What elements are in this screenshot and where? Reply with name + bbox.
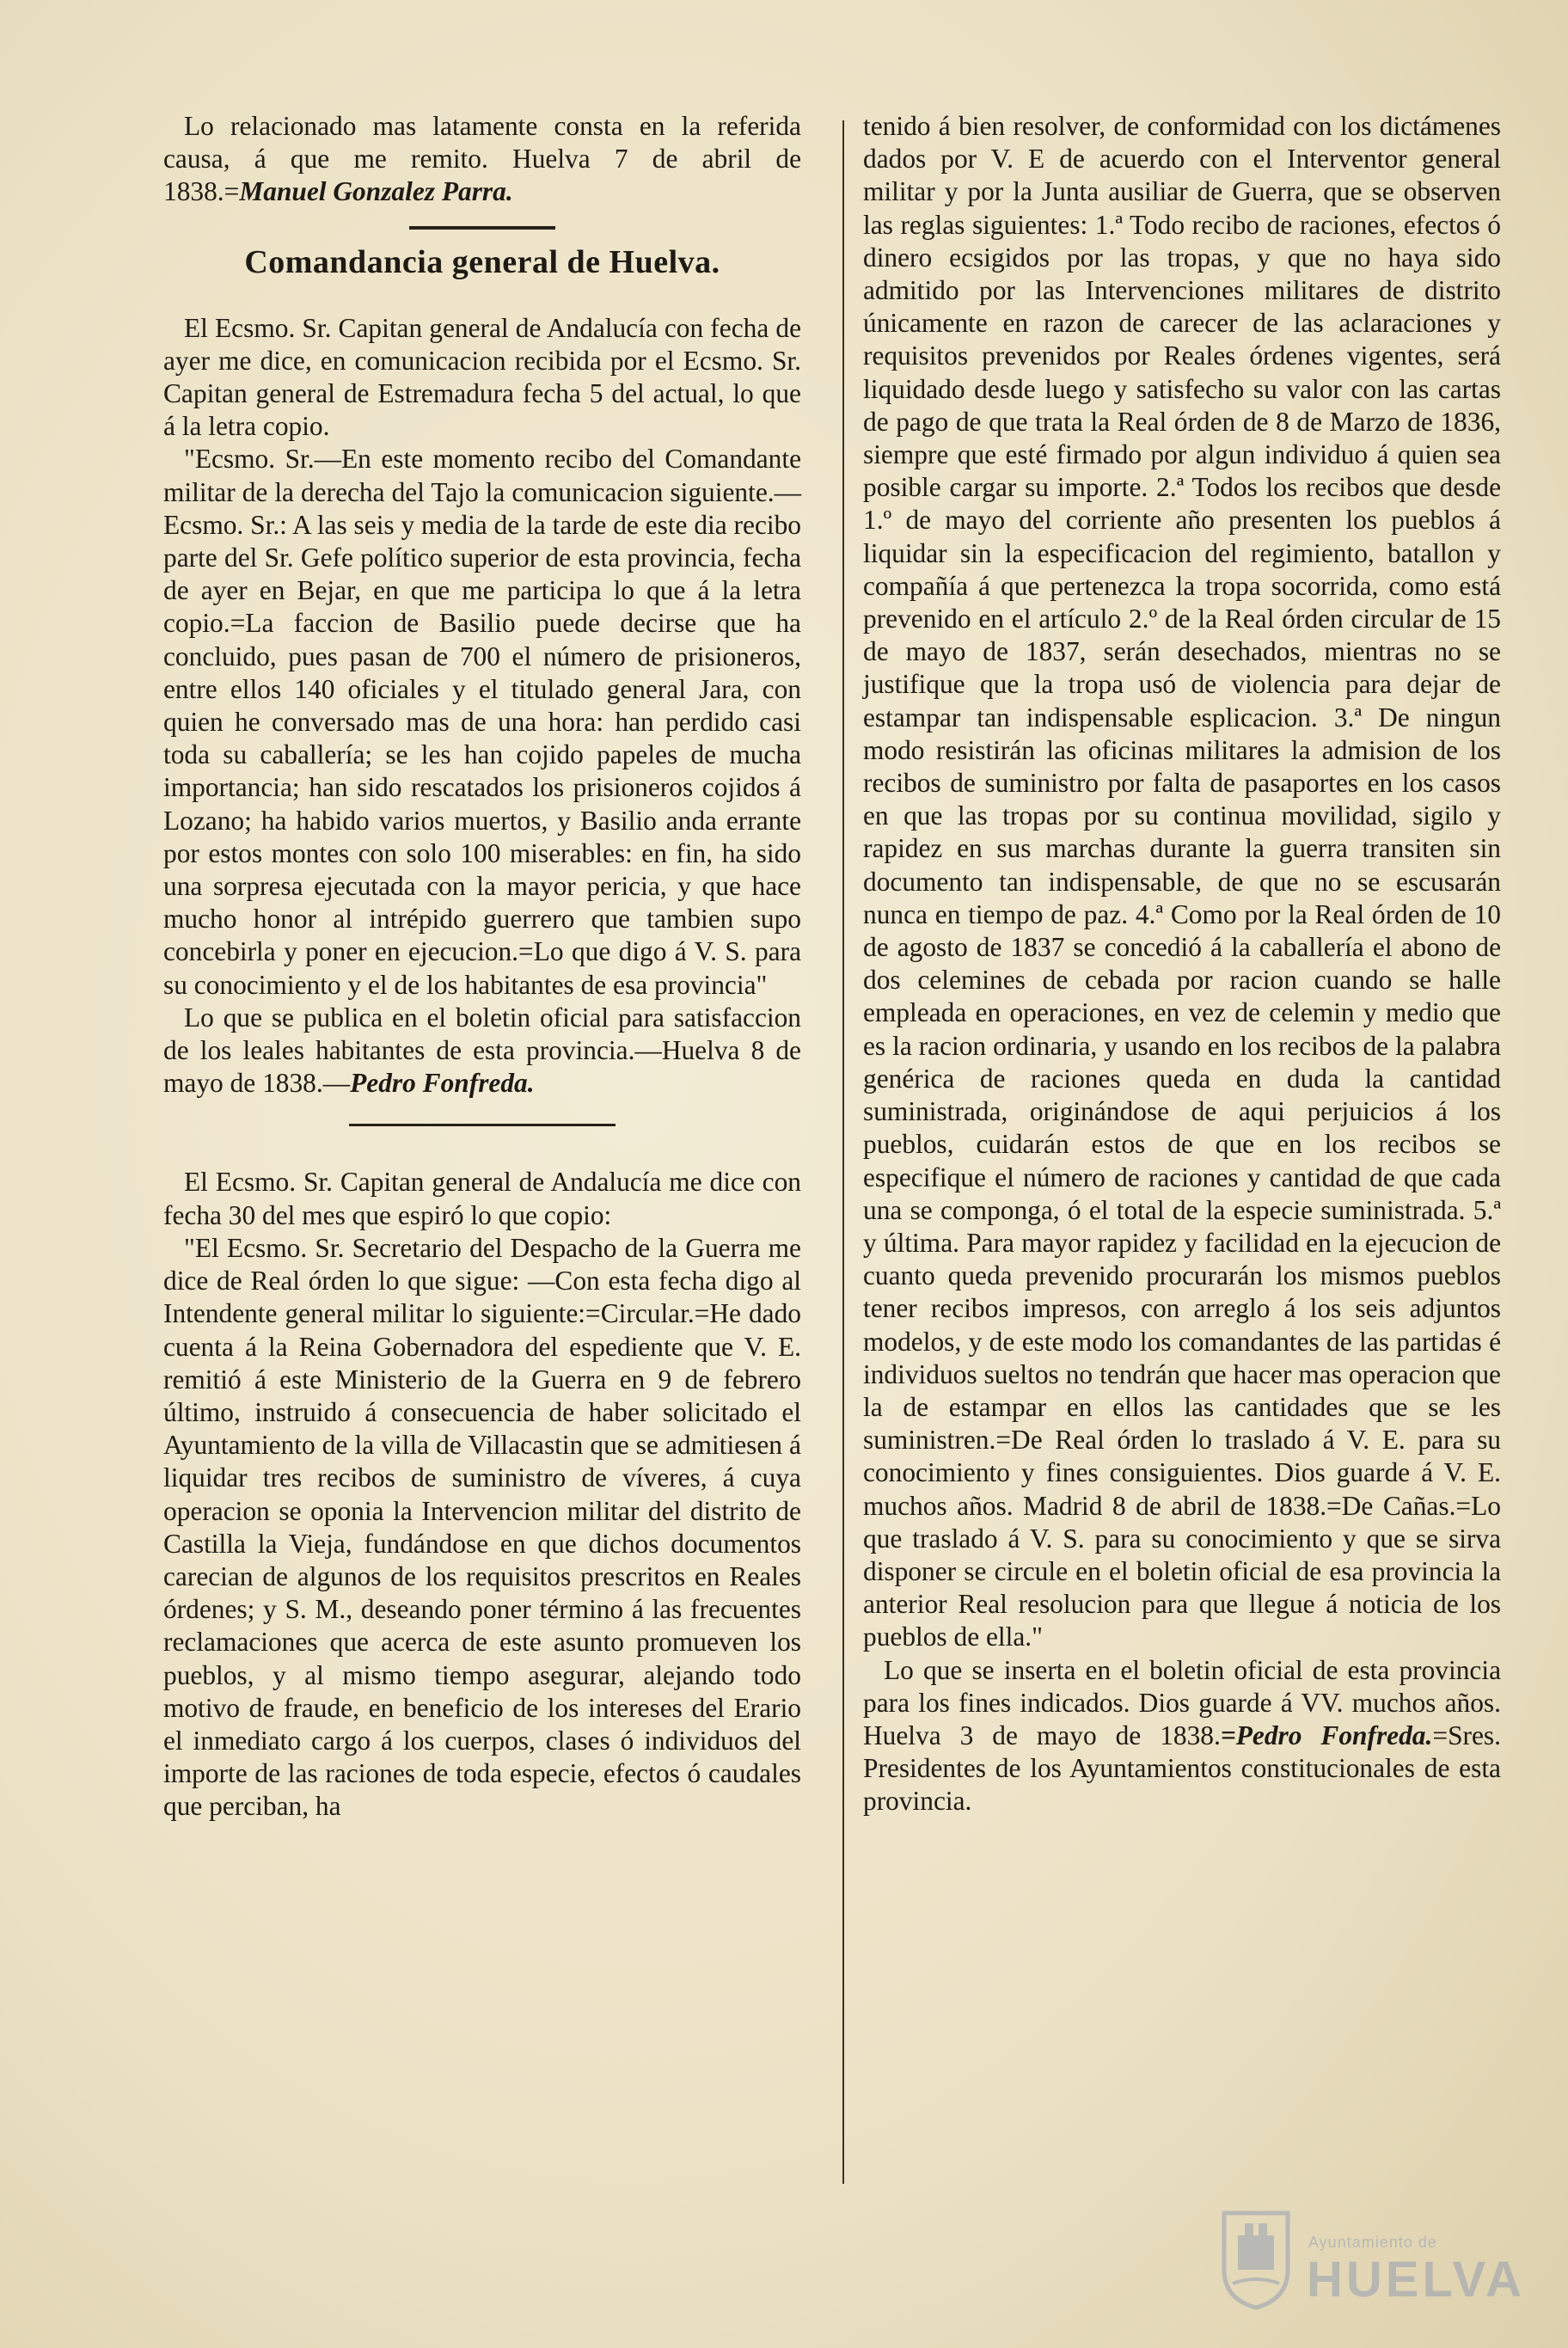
- signature: =Pedro Fonfreda.: [1220, 1720, 1433, 1750]
- ayuntamiento-watermark: [1221, 2210, 1525, 2321]
- right-column: [863, 110, 1501, 1818]
- divider-rule: [349, 1124, 616, 1126]
- intro-text: Lo relacionado mas latamente consta en la referida causa, á que me remito. Huelva 7 de abril de 1838.=: [163, 111, 801, 207]
- section-rule: [409, 226, 555, 230]
- paragraph: El Ecsmo. Sr. Capitan general de Andalucía me dice con fecha 30 del mes que espiró lo que copio:: [163, 1167, 801, 1230]
- section-heading: Comandancia general de Huelva.: [244, 243, 720, 280]
- signature: Pedro Fonfreda.: [350, 1068, 535, 1099]
- left-column: [163, 110, 801, 1824]
- intro-signature: Manuel Gonzalez Parra.: [239, 176, 513, 207]
- paragraph-text: Lo que se publica en el boletin oficial para satisfaccion de los leales habitantes de esta provincia.—Huelva 8 de mayo de 1838.—: [163, 1002, 801, 1099]
- paragraph: El Ecsmo. Sr. Capitan general de Andalucía con fecha de ayer me dice, en comunicacion recibida por el Ecsmo. Sr. Capitan general de Estremadura fecha 5 del actual, lo que á la letra copio.: [163, 312, 801, 442]
- paragraph-text: Lo que se inserta en el boletin oficial de esta provincia para los fines indicados. Dios guarde á VV. muchos años. Huelva 3 de mayo de 1838.: [863, 1654, 1501, 1750]
- column-divider: [842, 120, 844, 2184]
- watermark-main-text: HUELVA: [1307, 2252, 1525, 2308]
- paragraph-end: =Sres. Presidentes de los Ayuntamientos constitucionales de esta provincia.: [863, 1720, 1501, 1817]
- intro-paragraph: [163, 110, 801, 209]
- paragraph: [163, 1002, 801, 1100]
- paragraph: tenido á bien resolver, de conformidad con los dictámenes dados por V. E de acuerdo con el Interventor general militar y por la Junta ausiliar de Guerra, que se observen las reglas siguientes: 1.ª Todo recibo de raciones, efectos ó dinero ecsigidos por las tropas, y que no haya sido admitido por las Intervenciones militares de distrito únicamente en razon de carecer de las aclaraciones y requisitos prevenidos por Reales órdenes vigentes, será liquidado desde luego y satisfecho su valor con las cartas de pago de que trata la Real órden de 8 de Marzo de 1836, siempre que esté firmado por algun individuo á quien sea posible cargar su importe. 2.ª Todos los recibos que desde 1.º de mayo del corriente año presenten los pueblos á liquidar sin la especificacion del regimiento, batallon y compañía á que pertenezca la tropa socorrida, como está prevenido en el artículo 2.º de la Real órden circular de 15 de mayo de 1837, serán desechados, mientras no se justifique que la tropa usó de violencia para dejar de estampar tan indispensable esplicacion. 3.ª De ningun modo resistirán las oficinas militares la admision de los recibos de suministro por falta de pasaportes en los casos en que las tropas por su continua movilidad, sigilo y rapidez en sus marchas durante la guerra transiten sin documento tan indispensable, de que no se escusarán nunca en tiempo de paz. 4.ª Como por la Real órden de 10 de agosto de 1837 se concedió á la caballería el abono de dos celemines de cebada por racion cuando se halle empleada en operaciones, en vez de celemin y medio que es la racion ordinaria, y usando en los recibos de la palabra genérica de raciones queda en duda la cantidad suministrada, originándose de aqui perjuicios á los pueblos, cuidarán estos de que en los recibos se especifique el número de raciones y cantidad de que cada una se componga, ó el total de la especie suministrada. 5.ª y última. Para mayor rapidez y facilidad en la ejecucion de cuanto queda prevenido procurarán los mismos pueblos tener recibos impresos, con arreglo á los seis adjuntos modelos, y de este modo los comandantes de las partidas é individuos sueltos no tendrán que hacer mas operacion que la de estampar en ellos las cantidades que se les suministren.=De Real órden lo traslado á V. E. para su conocimiento y fines consiguientes. Dios guarde á V. E. muchos años. Madrid 8 de abril de 1838.=De Cañas.=Lo que traslado á V. S. para su conocimiento y que se sirva disponer se circule en el boletin oficial de esa provincia la anterior Real resolucion para que llegue á noticia de los pueblos de ella.": [863, 111, 1501, 1652]
- paragraph: [863, 1654, 1501, 1818]
- watermark-top-text: Ayuntamiento de: [1308, 2234, 1437, 2251]
- shield-icon: [1221, 2210, 1291, 2311]
- paragraph: "Ecsmo. Sr.—En este momento recibo del Comandante militar de la derecha del Tajo la comunicacion siguiente.—Ecsmo. Sr.: A las seis y media de la tarde de este dia recibo parte del Sr. Gefe político superior de esta provincia, fecha de ayer en Bejar, en que me participa lo que á la letra copio.=La faccion de Basilio puede decirse que ha concluido, pues pasan de 700 el número de prisioneros, entre ellos 140 oficiales y el titulado general Jara, con quien he conversado mas de una hora: han perdido casi toda su caballería; se les han cojido papeles de mucha importancia; han sido rescatados los prisioneros cojidos á Lozano; ha habido varios muertos, y Basilio anda errante por estos montes con solo 100 miserables: en fin, ha sido una sorpresa ejecutada con la mayor pericia, y que hace mucho honor al intrépido guerrero que tambien supo concebirla y poner en ejecucion.=Lo que digo á V. S. para su conocimiento y el de los habitantes de esa provincia": [163, 444, 801, 1000]
- paragraph: "El Ecsmo. Sr. Secretario del Despacho de la Guerra me dice de Real órden lo que sigue: —Con esta fecha digo al Intendente general militar lo siguiente:=Circular.=He dado cuenta á la Reina Gobernadora del espediente que V. E. remitió á este Ministerio de la Guerra en 9 de febrero último, instruido á consecuencia de haber solicitado el Ayuntamiento de la villa de Villacastin que se admitiesen á liquidar tres recibos de suministro de víveres, á cuya operacion se oponia la Intervencion militar del distrito de Castilla la Vieja, fundándose en que dichos documentos carecian de algunos de los requisitos prescritos en Reales órdenes; y S. M., deseando poner término á las frecuentes reclamaciones que acerca de este asunto promueven los pueblos, y al mismo tiempo asegurar, alejando todo motivo de fraude, en beneficio de los intereses del Erario el inmediato cargo á los cuerpos, clases ó individuos del importe de las raciones de toda especie, efectos ó caudales que perciban, ha: [163, 1232, 801, 1822]
